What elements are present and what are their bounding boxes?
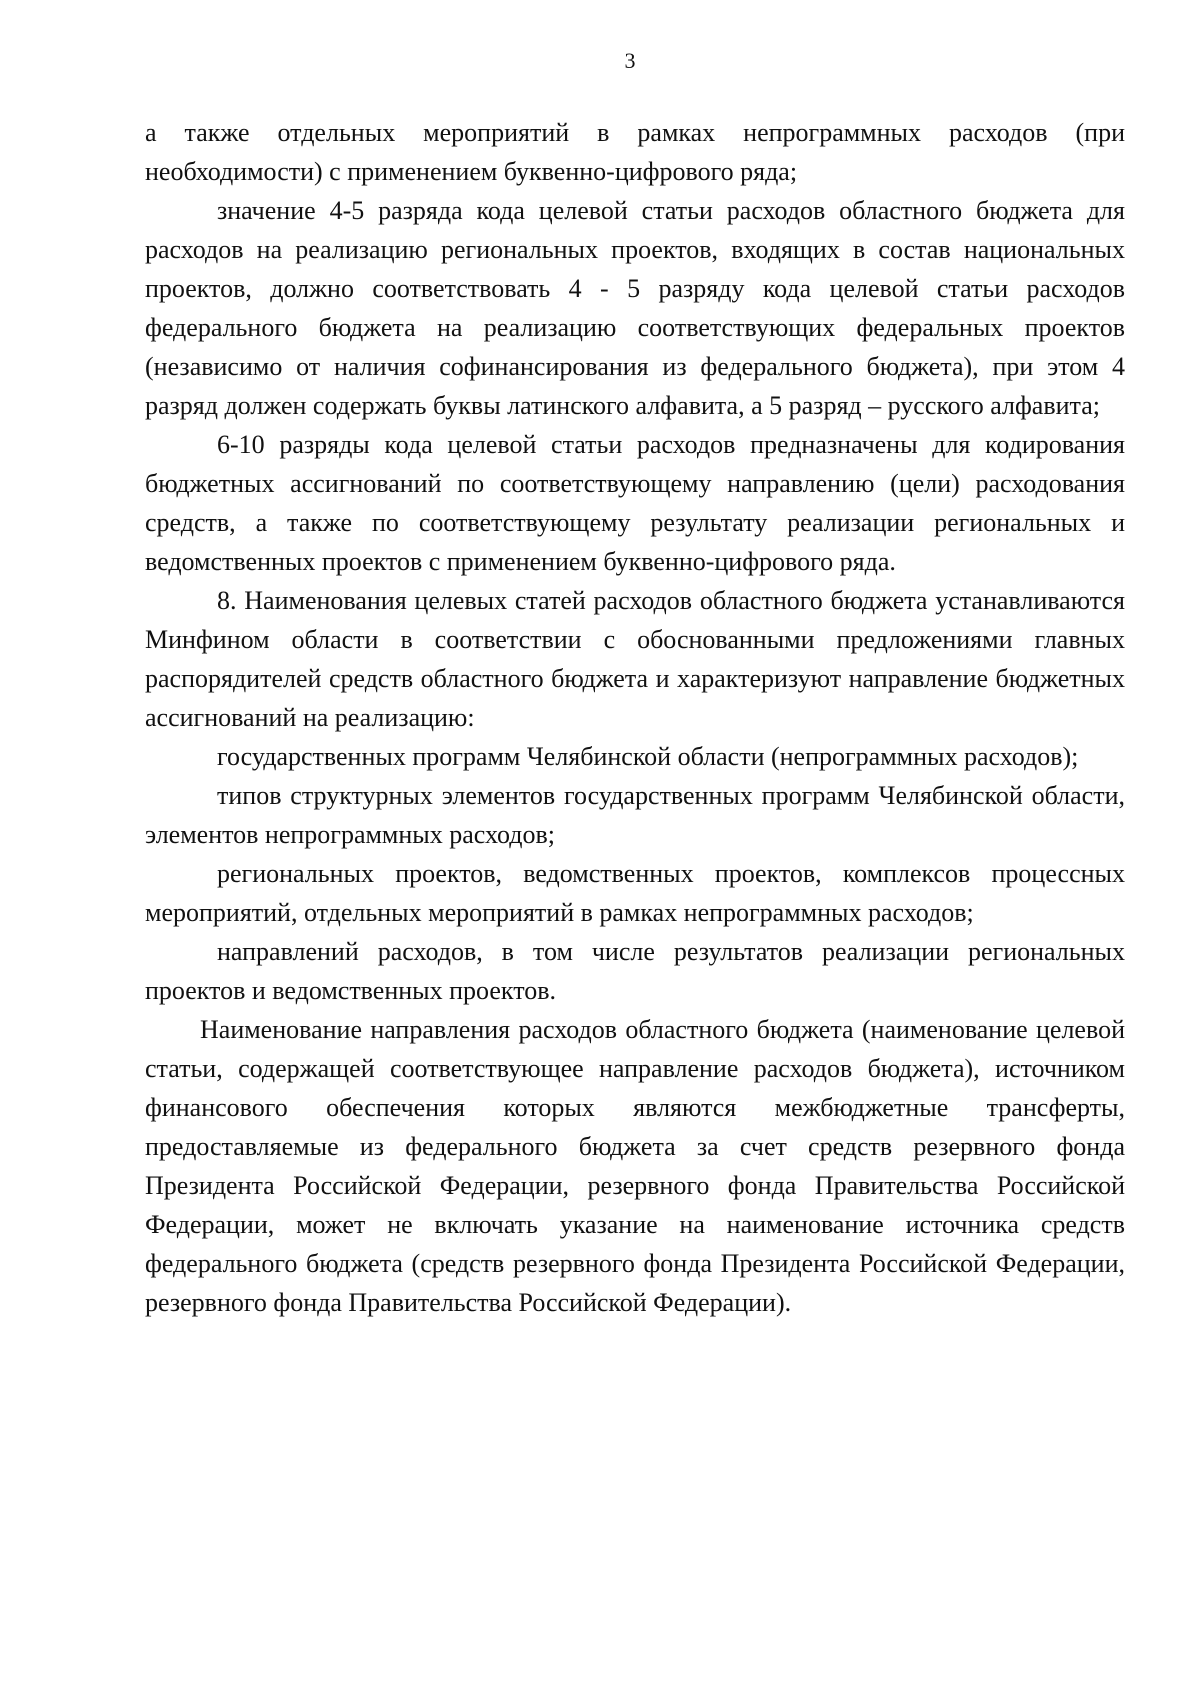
paragraph-continuation: а также отдельных мероприятий в рамках непрограммных расходов (при необходимости) с применением буквенно-цифрового ряда; [145, 118, 1125, 186]
paragraph-reserve-fund: Наименование направления расходов областного бюджета (наименование целевой статьи, содержащей соответствующее направление расходов бюджета), источником финансового обеспечения которых являются межбюджетные трансферты, предоставляемые из федерального бюджета за счет средств резервного фонда Президента Российской Федерации, резервного фонда Правительства Российской Федерации, может не включать указание на наименование источника средств федерального бюджета (средств резервного фонда Президента Российской Федерации, резервного фонда Правительства Российской Федерации). [145, 1015, 1125, 1317]
list-item-regional-projects: региональных проектов, ведомственных проектов, комплексов процессных мероприятий, отдельных мероприятий в рамках непрограммных расходов; [145, 859, 1125, 927]
paragraph-digit-6-10: 6-10 разряды кода целевой статьи расходов предназначены для кодирования бюджетных ассигнований по соответствующему направлению (цели) расходования средств, а также по соответствующему результату реализации региональных и ведомственных проектов с применением буквенно-цифрового ряда. [145, 430, 1125, 576]
list-item-state-programs: государственных программ Челябинской области (непрограммных расходов); [217, 742, 1079, 771]
document-body [145, 113, 1125, 1322]
paragraph-digit-4-5: значение 4-5 разряда кода целевой статьи расходов областного бюджета для расходов на реализацию региональных проектов, входящих в состав национальных проектов, должно соответствовать 4 - 5 разряду кода целевой статьи расходов федерального бюджета на реализацию соответствующих федеральных проектов (независимо от наличия софинансирования из федерального бюджета), при этом 4 разряд должен содержать буквы латинского алфавита, а 5 разряд – русского алфавита; [145, 196, 1125, 420]
list-item-expense-directions: направлений расходов, в том числе результатов реализации региональных проектов и ведомственных проектов. [145, 937, 1125, 1005]
paragraph-item-8: 8. Наименования целевых статей расходов областного бюджета устанавливаются Минфином области в соответствии с обоснованными предложениями главных распорядителей средств областного бюджета и характеризуют направление бюджетных ассигнований на реализацию: [145, 586, 1125, 732]
page-number: 3 [624, 48, 636, 73]
list-item-structural-elements: типов структурных элементов государственных программ Челябинской области, элементов непрограммных расходов; [145, 781, 1125, 849]
